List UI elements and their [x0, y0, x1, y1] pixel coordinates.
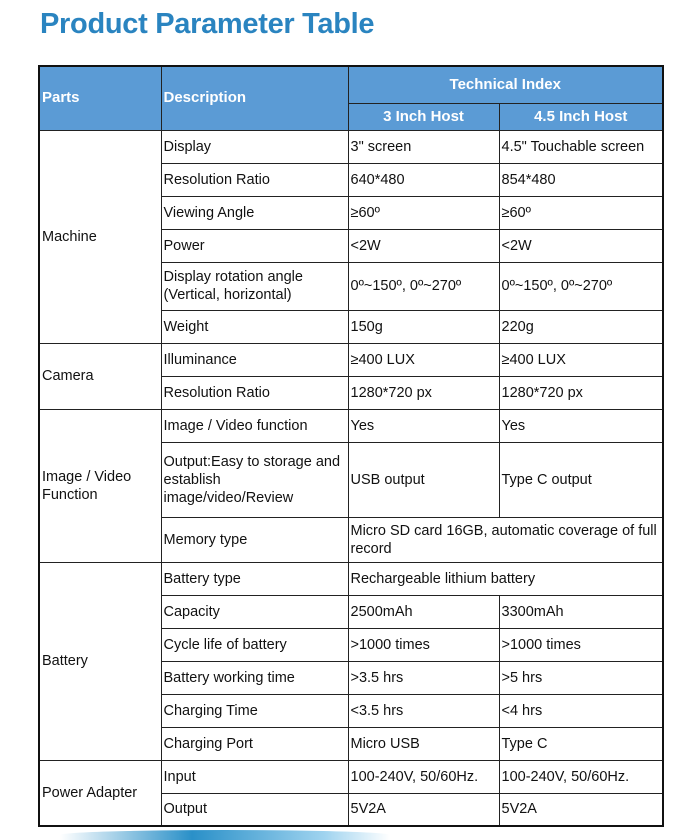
- value-cell-4-5-inch: ≥60º: [499, 196, 663, 229]
- value-cell-4-5-inch: 1280*720 px: [499, 376, 663, 409]
- value-cell-3-inch: <3.5 hrs: [348, 694, 499, 727]
- table-row: [39, 409, 663, 442]
- value-cell-4-5-inch: <4 hrs: [499, 694, 663, 727]
- description-cell: Charging Time: [161, 694, 348, 727]
- description-cell: Display rotation angle (Vertical, horizontal): [161, 262, 348, 310]
- value-cell-3-inch: <2W: [348, 229, 499, 262]
- value-cell-4-5-inch: Type C output: [499, 442, 663, 517]
- value-cell-merged: Rechargeable lithium battery: [348, 562, 663, 595]
- description-cell: Illuminance: [161, 343, 348, 376]
- description-cell: Memory type: [161, 517, 348, 562]
- description-cell: Image / Video function: [161, 409, 348, 442]
- value-cell-3-inch: USB output: [348, 442, 499, 517]
- part-cell: Machine: [39, 130, 161, 343]
- part-cell: Power Adapter: [39, 760, 161, 826]
- value-cell-3-inch: 1280*720 px: [348, 376, 499, 409]
- parameter-table: [38, 65, 664, 827]
- value-cell-4-5-inch: 854*480: [499, 163, 663, 196]
- value-cell-3-inch: ≥400 LUX: [348, 343, 499, 376]
- value-cell-3-inch: >1000 times: [348, 628, 499, 661]
- value-cell-4-5-inch: >1000 times: [499, 628, 663, 661]
- description-cell: Battery working time: [161, 661, 348, 694]
- description-cell: Capacity: [161, 595, 348, 628]
- value-cell-3-inch: Yes: [348, 409, 499, 442]
- description-cell: Output:Easy to storage and establish image/video/Review: [161, 442, 348, 517]
- value-cell-3-inch: Micro USB: [348, 727, 499, 760]
- header-3-inch-host: 3 Inch Host: [348, 103, 499, 130]
- table-row: [39, 760, 663, 793]
- description-cell: Output: [161, 793, 348, 826]
- value-cell-4-5-inch: 5V2A: [499, 793, 663, 826]
- value-cell-4-5-inch: 0º~150º, 0º~270º: [499, 262, 663, 310]
- value-cell-3-inch: >3.5 hrs: [348, 661, 499, 694]
- value-cell-3-inch: 5V2A: [348, 793, 499, 826]
- value-cell-3-inch: 0º~150º, 0º~270º: [348, 262, 499, 310]
- description-cell: Power: [161, 229, 348, 262]
- description-cell: Cycle life of battery: [161, 628, 348, 661]
- value-cell-4-5-inch: 100-240V, 50/60Hz.: [499, 760, 663, 793]
- value-cell-3-inch: 2500mAh: [348, 595, 499, 628]
- value-cell-3-inch: 3" screen: [348, 130, 499, 163]
- value-cell-4-5-inch: 220g: [499, 310, 663, 343]
- value-cell-4-5-inch: 3300mAh: [499, 595, 663, 628]
- part-cell: Image / Video Function: [39, 409, 161, 562]
- value-cell-4-5-inch: Type C: [499, 727, 663, 760]
- value-cell-3-inch: 640*480: [348, 163, 499, 196]
- description-cell: Input: [161, 760, 348, 793]
- description-cell: Viewing Angle: [161, 196, 348, 229]
- value-cell-3-inch: 150g: [348, 310, 499, 343]
- table-row: [39, 343, 663, 376]
- description-cell: Charging Port: [161, 727, 348, 760]
- part-cell: Battery: [39, 562, 161, 760]
- value-cell-4-5-inch: <2W: [499, 229, 663, 262]
- value-cell-4-5-inch: ≥400 LUX: [499, 343, 663, 376]
- value-cell-3-inch: ≥60º: [348, 196, 499, 229]
- table-row: [39, 130, 663, 163]
- header-parts: Parts: [39, 66, 161, 130]
- header-description: Description: [161, 66, 348, 130]
- value-cell-merged: Micro SD card 16GB, automatic coverage of full record: [348, 517, 663, 562]
- page-title: Product Parameter Table: [40, 8, 375, 40]
- header-technical-index: Technical Index: [348, 66, 663, 103]
- description-cell: Display: [161, 130, 348, 163]
- value-cell-4-5-inch: 4.5" Touchable screen: [499, 130, 663, 163]
- header-4-5-inch-host: 4.5 Inch Host: [499, 103, 663, 130]
- decorative-wave: [60, 830, 390, 840]
- value-cell-4-5-inch: >5 hrs: [499, 661, 663, 694]
- table-row: [39, 562, 663, 595]
- value-cell-3-inch: 100-240V, 50/60Hz.: [348, 760, 499, 793]
- description-cell: Resolution Ratio: [161, 376, 348, 409]
- description-cell: Resolution Ratio: [161, 163, 348, 196]
- part-cell: Camera: [39, 343, 161, 409]
- description-cell: Weight: [161, 310, 348, 343]
- value-cell-4-5-inch: Yes: [499, 409, 663, 442]
- description-cell: Battery type: [161, 562, 348, 595]
